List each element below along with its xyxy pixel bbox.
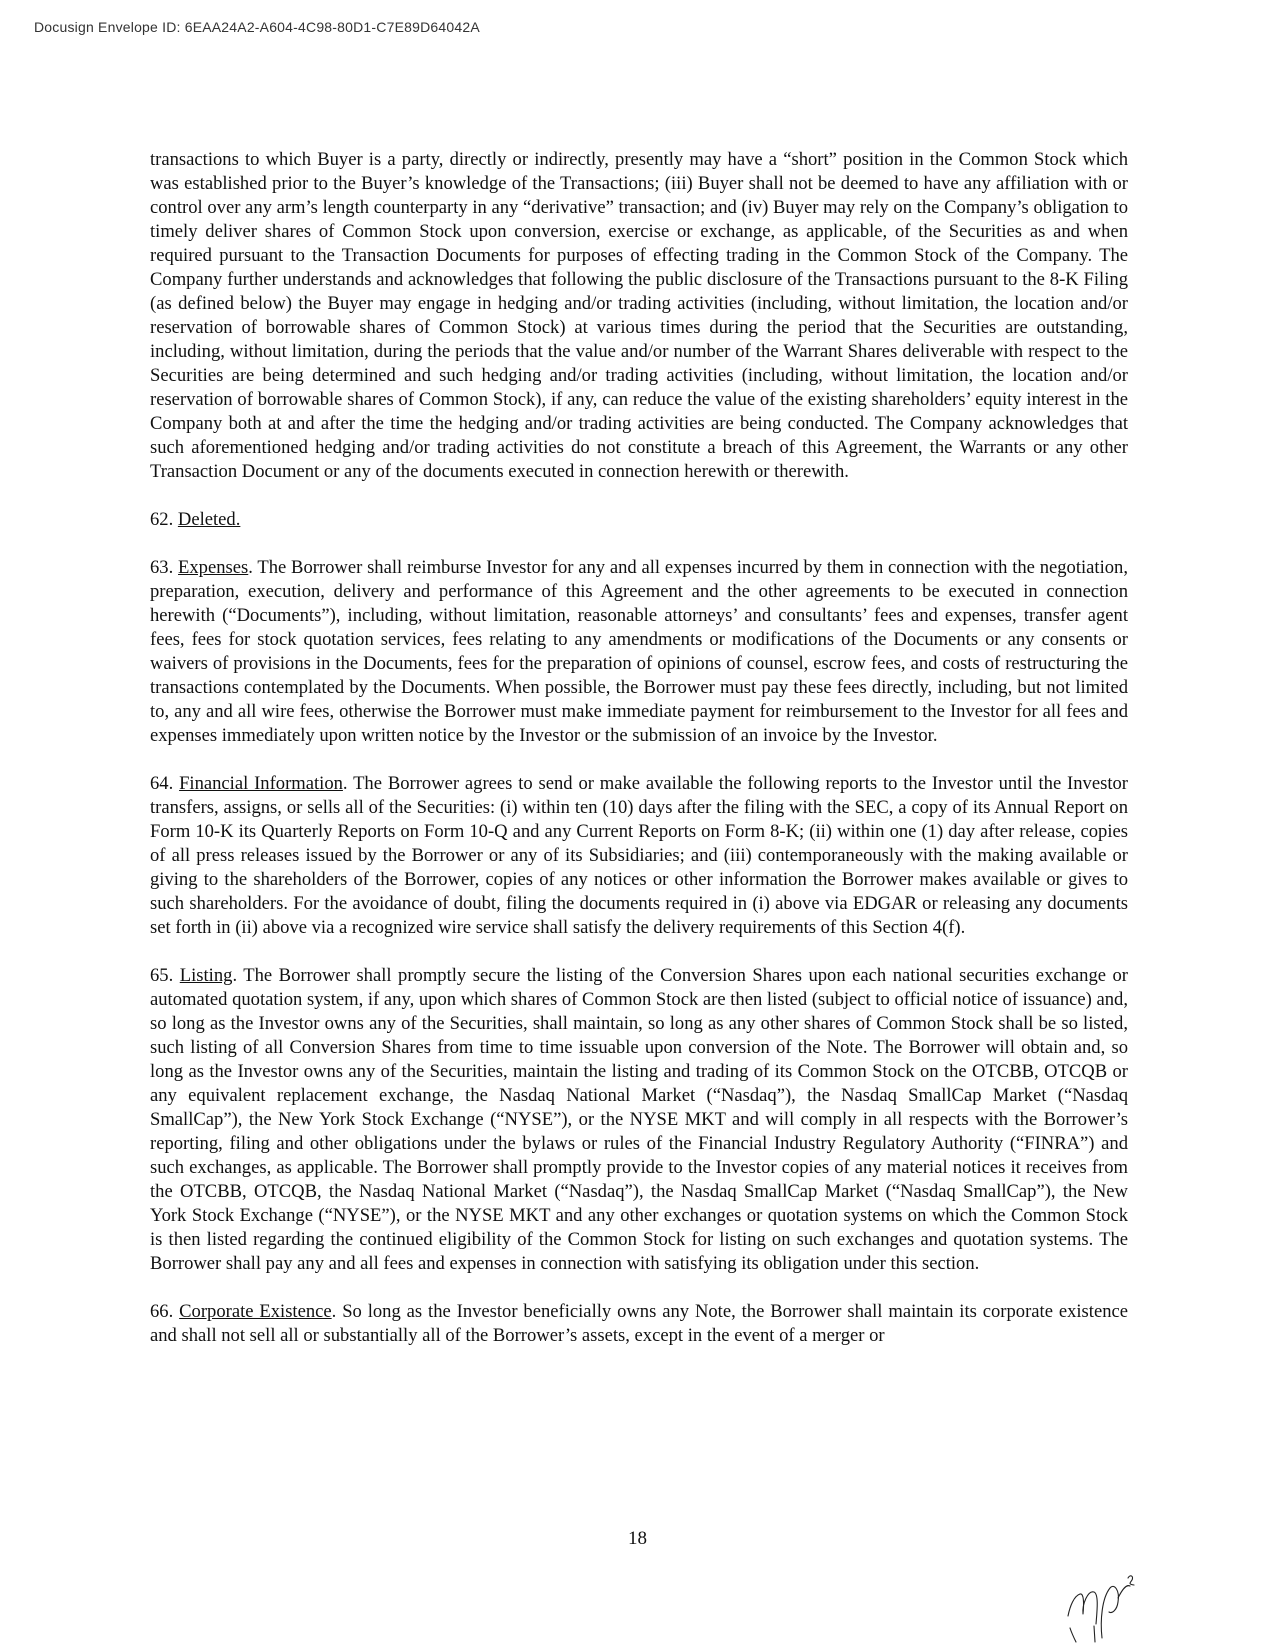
paragraph-number: 66. bbox=[150, 1301, 180, 1322]
document-body bbox=[150, 148, 1128, 1348]
paragraph-text: . The Borrower shall promptly secure the listing of the Conversion Shares upon each national securities exchange or automated quotation system, if any, upon which shares of Common Stock are then listed (subject to official notice of issuance) and, so long as the Investor owns any of the Securities, shall maintain, so long as any other shares of Common Stock shall be so listed, such listing of all Conversion Shares from time to time issuable upon conversion of the Note. The Borrower will obtain and, so long as the Investor owns any of the Securities, maintain the listing and trading of its Common Stock on the OTCBB, OTCQB or any equivalent replacement exchange, the Nasdaq National Market (“Nasdaq”), the Nasdaq SmallCap Market (“Nasdaq SmallCap”), the New York Stock Exchange (“NYSE”), or the NYSE MKT and will comply in all respects with the Borrower’s reporting, filing and other obligations under the bylaws or rules of the Financial Industry Regulatory Authority (“FINRA”) and such exchanges, as applicable. The Borrower shall promptly provide to the Investor copies of any material notices it receives from the OTCBB, OTCQB, the Nasdaq National Market (“Nasdaq”), the Nasdaq SmallCap Market (“Nasdaq SmallCap”), the New York Stock Exchange (“NYSE”), or the NYSE MKT and any other exchanges or quotation systems on which the Common Stock is then listed regarding the continued eligibility of the Common Stock for listing on such exchanges and quotation systems. The Borrower shall pay any and all fees and expenses in connection with satisfying its obligation under this section. bbox=[150, 965, 1129, 1274]
paragraph-62-deleted bbox=[150, 508, 1128, 532]
paragraph-number: 65. bbox=[150, 965, 180, 986]
paragraph-65-listing bbox=[150, 964, 1128, 1276]
paragraph-number: 63. bbox=[150, 557, 179, 578]
paragraph-continuation bbox=[150, 148, 1128, 484]
initials-signature bbox=[1062, 1568, 1182, 1650]
paragraph-heading: Deleted. bbox=[177, 509, 241, 530]
paragraph-text: . The Borrower agrees to send or make available the following reports to the Investor until the Investor transfers, assigns, or sells all of the Securities: (i) within ten (10) days after the filing with the SEC, a copy of its Annual Report on Form 10-K its Quarterly Reports on Form 10-Q and any Current Reports on Form 8-K; (ii) within one (1) day after release, copies of all press releases issued by the Borrower or any of its Subsidiaries; and (iii) contemporaneously with the making available or giving to the shareholders of the Borrower, copies of any notices or other information the Borrower makes available or gives to such shareholders. For the avoidance of doubt, filing the documents required in (i) above via EDGAR or releasing any documents set forth in (ii) above via a recognized wire service shall satisfy the delivery requirements of this Section 4(f). bbox=[150, 773, 1128, 938]
paragraph-number: 64. bbox=[150, 773, 180, 794]
paragraph-text: . So long as the Investor beneficially owns any Note, the Borrower shall maintain its corporate existence and shall not sell all or substantially all of the Borrower’s assets, except in the event of a merger or bbox=[150, 1301, 1129, 1346]
paragraph-text: . The Borrower shall reimburse Investor for any and all expenses incurred by them in connection with the negotiation, preparation, execution, delivery and performance of this Agreement and the other agreements to be executed in connection herewith (“Documents”), including, without limitation, reasonable attorneys’ and consultants’ fees and expenses, transfer agent fees, fees for stock quotation services, fees relating to any amendments or modifications of the Documents or any consents or waivers of provisions in the Documents, fees for the preparation of opinions of counsel, escrow fees, and costs of restructuring the transactions contemplated by the Documents. When possible, the Borrower must pay these fees directly, including, but not limited to, any and all wire fees, otherwise the Borrower must make immediate payment for reimbursement to the Investor for all fees and expenses immediately upon written notice by the Investor or the submission of an invoice by the Investor. bbox=[150, 557, 1129, 746]
docusign-envelope-id: Docusign Envelope ID: 6EAA24A2-A604-4C98-80D1-C7E89D64042A bbox=[34, 19, 480, 35]
paragraph-heading: Corporate Existence bbox=[179, 1301, 332, 1322]
page-number: 18 bbox=[628, 1528, 647, 1549]
paragraph-heading: Expenses bbox=[178, 557, 249, 578]
paragraph-64-financial-information bbox=[150, 772, 1128, 940]
paragraph-number: 62. bbox=[150, 509, 178, 530]
paragraph-63-expenses bbox=[150, 556, 1128, 748]
paragraph-heading: Financial Information bbox=[179, 773, 343, 794]
paragraph-66-corporate-existence bbox=[150, 1300, 1128, 1348]
paragraph-heading: Listing bbox=[179, 965, 233, 986]
paragraph-text: transactions to which Buyer is a party, directly or indirectly, presently may have a “short” position in the Common Stock which was established prior to the Buyer’s knowledge of the Transactions; (iii) Buyer shall not be deemed to have any affiliation with or control over any arm’s length counterparty in any “derivative” transaction; and (iv) Buyer may rely on the Company’s obligation to timely deliver shares of Common Stock upon conversion, exercise or exchange, as applicable, of the Securities as and when required pursuant to the Transaction Documents for purposes of effecting trading in the Common Stock of the Company. The Company further understands and acknowledges that following the public disclosure of the Transactions pursuant to the 8-K Filing (as defined below) the Buyer may engage in hedging and/or trading activities (including, without limitation, the location and/or reservation of borrowable shares of Common Stock) at various times during the period that the Securities are outstanding, including, without limitation, during the periods that the value and/or number of the Warrant Shares deliverable with respect to the Securities are being determined and such hedging and/or trading activities (including, without limitation, the location and/or reservation of borrowable shares of Common Stock), if any, can reduce the value of the existing shareholders’ equity interest in the Company both at and after the time the hedging and/or trading activities are being conducted. The Company acknowledges that such aforementioned hedging and/or trading activities do not constitute a breach of this Agreement, the Warrants or any other Transaction Document or any of the documents executed in connection herewith or therewith. bbox=[150, 149, 1128, 482]
